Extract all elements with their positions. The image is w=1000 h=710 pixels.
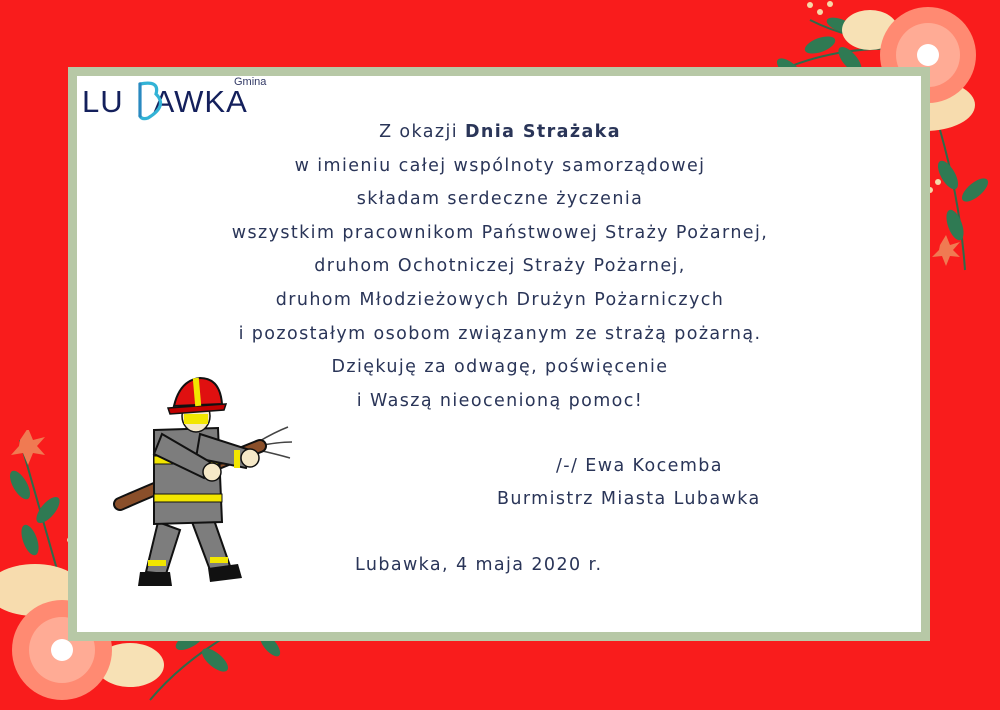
- logo-gmina-text: Gmina: [234, 76, 267, 88]
- message-line-1: Z okazji Dnia Strażaka: [379, 122, 621, 142]
- firefighter-with-hose-icon: [110, 372, 300, 597]
- message-line: druhom Ochotniczej Straży Pożarnej,: [314, 256, 686, 277]
- signature-title: Burmistrz Miasta Lubawka: [497, 489, 761, 509]
- message-line: i pozostałym osobom związanym ze strażą pożarną.: [238, 323, 762, 344]
- logo-prefix: LU: [82, 84, 124, 119]
- message-line: Dziękuję za odwagę, poświęcenie: [331, 357, 669, 378]
- message-line: składam serdeczne życzenia: [356, 189, 644, 210]
- logo-suffix: AWKA: [153, 84, 248, 119]
- date: Lubawka, 4 maja 2020 r.: [355, 555, 603, 575]
- message-line: w imieniu całej wspólnoty samorządowej: [294, 155, 706, 176]
- signature-name: /-/ Ewa Kocemba: [556, 456, 723, 476]
- message-line: i Waszą nieocenioną pomoc!: [356, 390, 644, 411]
- message-line: wszystkim pracownikom Państwowej Straży Pożarnej,: [231, 222, 769, 243]
- holiday-name: Dnia Strażaka: [464, 122, 621, 142]
- logo-wordmark: [82, 84, 248, 120]
- message-line: druhom Młodzieżowych Drużyn Pożarniczych: [275, 289, 725, 310]
